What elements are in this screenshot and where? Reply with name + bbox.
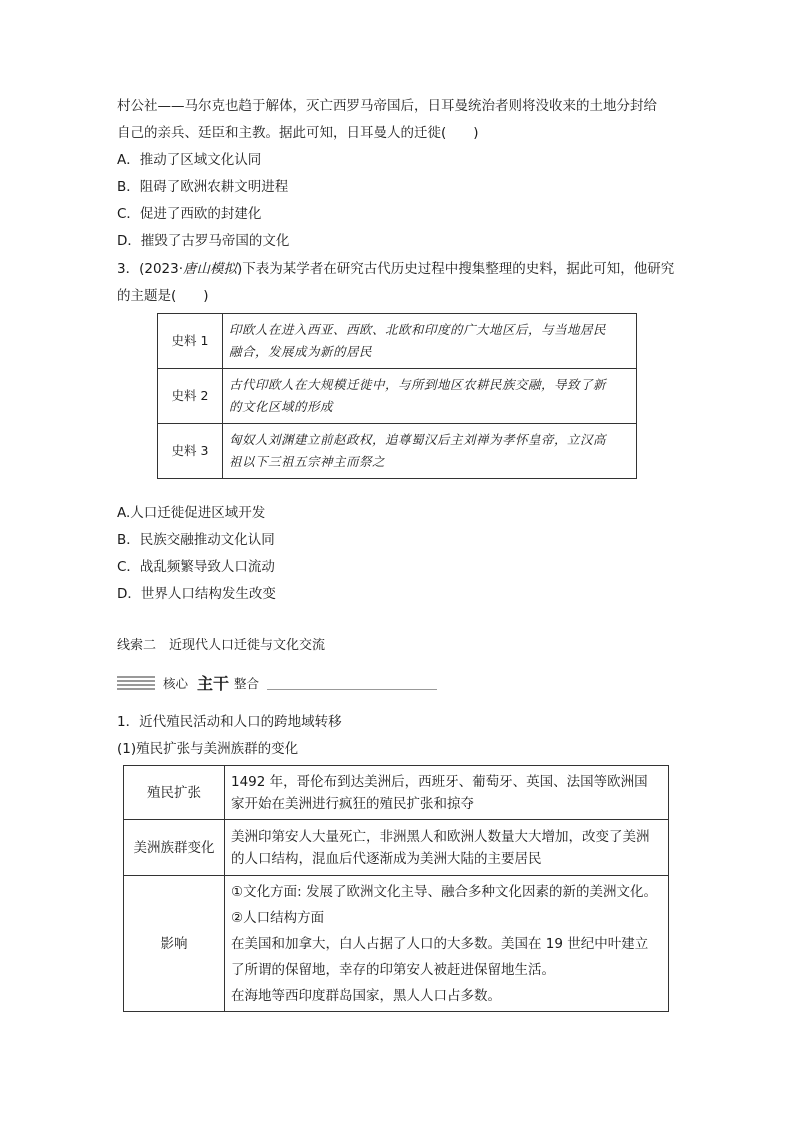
- q3-stem-line-2: 的主题是( ): [117, 288, 209, 304]
- q3-stem: )下表为某学者在研究古代历史过程中搜集整理的史料，据此可知，他研究: [237, 261, 675, 277]
- table-label: 史料 1: [158, 314, 223, 369]
- cell-line: 祖以下三祖五宗神主而祭之: [229, 454, 386, 469]
- banner-text-a: 核心: [163, 676, 189, 691]
- table-cell: [223, 314, 637, 369]
- cell-line: 匈奴人刘渊建立前赵政权，追尊蜀汉后主刘禅为孝怀皇帝，立汉高: [229, 432, 607, 447]
- table-row: [158, 424, 637, 479]
- table-cell: [225, 820, 669, 876]
- cell-line: 1492 年，哥伦布到达美洲后，西班牙、葡萄牙、英国、法国等欧洲国: [231, 773, 648, 790]
- q2-option-d: D．摧毁了古罗马帝国的文化: [117, 233, 290, 249]
- table-cell: [225, 876, 669, 1012]
- banner-rule: [267, 689, 437, 690]
- table-label: 殖民扩张: [124, 766, 225, 820]
- table-row: [124, 820, 669, 876]
- banner-text-c: 整合: [234, 676, 260, 691]
- table-cell: [225, 766, 669, 820]
- q3-stem-line-1: [117, 259, 674, 279]
- banner-stripes: [117, 676, 155, 690]
- q2-option-b: B．阻碍了欧洲农耕文明进程: [117, 179, 289, 195]
- cell-line: 融合，发展成为新的居民: [229, 344, 373, 359]
- heading-2: (1)殖民扩张与美洲族群的变化: [117, 741, 299, 757]
- q3-option-b: B．民族交融推动文化认同: [117, 532, 275, 548]
- table-row: [158, 314, 637, 369]
- cell-line: 的人口结构，混血后代逐渐成为美洲大陆的主要居民: [231, 850, 542, 867]
- table-cell: [223, 424, 637, 479]
- table-label: 影响: [124, 876, 225, 1012]
- cell-line: 的文化区域的形成: [229, 399, 334, 414]
- cell-line: ②人口结构方面: [231, 909, 325, 926]
- table-label: 史料 3: [158, 424, 223, 479]
- table-row: [124, 766, 669, 820]
- cell-line: 家开始在美洲进行疯狂的殖民扩张和掠夺: [231, 795, 474, 812]
- cell-line: 在海地等西印度群岛国家，黑人人口占多数。: [231, 987, 501, 1004]
- table-row: [124, 876, 669, 1012]
- section-title: 线索二 近现代人口迁徙与文化交流: [117, 638, 326, 653]
- q3-option-a: A.人口迁徙促进区域开发: [117, 505, 266, 521]
- core-banner: [117, 672, 437, 694]
- table-row: [158, 369, 637, 424]
- cell-line: 美洲印第安人大量死亡，非洲黑人和欧洲人数量大大增加，改变了美洲: [231, 828, 650, 845]
- q2-stem-line-2: 自己的亲兵、廷臣和主教。据此可知，日耳曼人的迁徙( ): [117, 125, 479, 141]
- table-cell: [223, 369, 637, 424]
- q3-prefix: 3．(2023·: [117, 261, 184, 277]
- heading-1: 1．近代殖民活动和人口的跨地域转移: [117, 714, 342, 730]
- cell-line: 了所谓的保留地，幸存的印第安人被赶进保留地生活。: [231, 961, 555, 978]
- q3-option-c: C．战乱频繁导致人口流动: [117, 559, 275, 575]
- banner-text-b: 主干: [197, 674, 230, 693]
- colonial-table: [123, 765, 669, 1012]
- cell-line: ①文化方面: 发展了欧洲文化主导、融合多种文化因素的新的美洲文化。: [231, 883, 657, 900]
- source-table: [157, 313, 637, 479]
- q3-option-d: D．世界人口结构发生改变: [117, 586, 276, 602]
- q2-stem-line-1: 村公社——马尔克也趋于解体，灭亡西罗马帝国后，日耳曼统治者则将没收来的土地分封给: [117, 98, 657, 114]
- q2-option-c: C．促进了西欧的封建化: [117, 206, 262, 222]
- table-label: 史料 2: [158, 369, 223, 424]
- cell-line: 在美国和加拿大，白人占据了人口的大多数。美国在 19 世纪中叶建立: [231, 935, 649, 952]
- table-label: 美洲族群变化: [124, 820, 225, 876]
- cell-line: 古代印欧人在大规模迁徙中，与所到地区农耕民族交融，导致了新: [229, 377, 607, 392]
- cell-line: 印欧人在进入西亚、西欧、北欧和印度的广大地区后，与当地居民: [229, 322, 607, 337]
- q3-source: 唐山模拟: [183, 261, 238, 277]
- q2-option-a: A．推动了区域文化认同: [117, 152, 262, 168]
